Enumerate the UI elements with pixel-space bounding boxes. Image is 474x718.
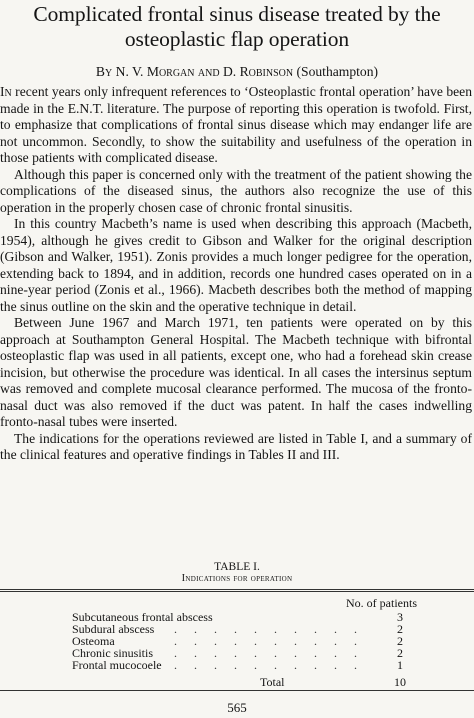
row-value: 2 bbox=[397, 646, 403, 660]
row-value: 3 bbox=[397, 610, 403, 624]
leader-dots: . . . . . . . . . . bbox=[174, 634, 357, 648]
paragraph-4: Between June 1967 and March 1971, ten patients were operated on by this approach at Southampton General Hospital. The Macbeth technique with bifrontal osteoplastic flap was used in all patients, except one, who had a forehead skin crease incision, but otherwise the procedure was identical. In all cases the intersinus septum was removed and complete mucosal clearance performed. The mucosa of the fronto-nasal duct was also removed if the duct was patent. In half the cases indwelling fronto-nasal tubes were inserted. bbox=[0, 315, 472, 429]
leader-dots: . . . . . . . . . . bbox=[174, 646, 357, 660]
author-line bbox=[0, 63, 474, 81]
leader-dots: . . . . . . . . . . bbox=[174, 622, 357, 636]
table-top-rule-2 bbox=[0, 591, 474, 592]
leader-dots: . . . . . . . . . . bbox=[174, 658, 357, 672]
table-subcaption: Indications for operation bbox=[181, 573, 293, 584]
paragraph-text: recent years only infrequent references to ‘Osteoplastic frontal operation’ have been made in the E.N.T. literature. The purpose of reporting this operation is twofold. First, to emphasize that complications of frontal sinus disease which may endanger life are not uncommon. Secondly, to show the suitability and usefulness of the operation in those patients with complicated disease. bbox=[0, 84, 472, 165]
row-value: 2 bbox=[397, 622, 403, 636]
table-column-header: No. of patients bbox=[346, 596, 417, 610]
paragraph-5: The indications for the operations reviewed are listed in Table I, and a summary of the clinical features and operative findings in Tables II and III. bbox=[0, 430, 472, 462]
paragraph-lead-word: In bbox=[0, 84, 12, 99]
row-value: 1 bbox=[397, 658, 403, 672]
article-body bbox=[0, 84, 474, 464]
article-title: Complicated frontal sinus disease treated by the osteoplastic flap operation bbox=[33, 2, 441, 51]
paragraph-3: In this country Macbeth’s name is used when describing this approach (Macbeth, 1954), although he gives credit to Gibson and Walker for the original description (Gibson and Walker, 1951). Zonis provides a much longer pedigree for the operation, extending back to 1894, and in addition, records one hundred cases operated on in a nine-year period (Zonis et al., 1966). Macbeth describes both the method of mapping the sinus outline on the skin and the operative technique in detail. bbox=[0, 216, 472, 314]
row-label: Subdural abscess bbox=[72, 622, 155, 636]
row-label: Chronic sinusitis bbox=[72, 646, 154, 660]
total-label: Total bbox=[260, 675, 285, 689]
author-affiliation: (Southampton) bbox=[296, 64, 379, 79]
row-label: Subcutaneous frontal abscess bbox=[72, 610, 213, 624]
paragraph-1 bbox=[0, 84, 474, 167]
table-bottom-rule bbox=[0, 690, 474, 691]
table-top-rule bbox=[0, 589, 474, 590]
paragraph-2: Although this paper is concerned only with the treatment of the patient showing the complications of the diseased sinus, the authors also recognize the use of this operation in the properly chosen case of chronic frontal sinusitis. bbox=[0, 166, 472, 215]
row-label: Frontal mucocoele bbox=[72, 658, 162, 672]
author-prefix: By bbox=[95, 64, 113, 79]
table-caption: TABLE I. bbox=[214, 561, 260, 573]
page-number: 565 bbox=[227, 700, 247, 715]
author-names: N. V. Morgan and D. Robinson bbox=[115, 64, 294, 79]
row-value: 2 bbox=[397, 634, 403, 648]
total-value: 10 bbox=[394, 675, 406, 689]
row-label: Osteoma bbox=[72, 634, 115, 648]
